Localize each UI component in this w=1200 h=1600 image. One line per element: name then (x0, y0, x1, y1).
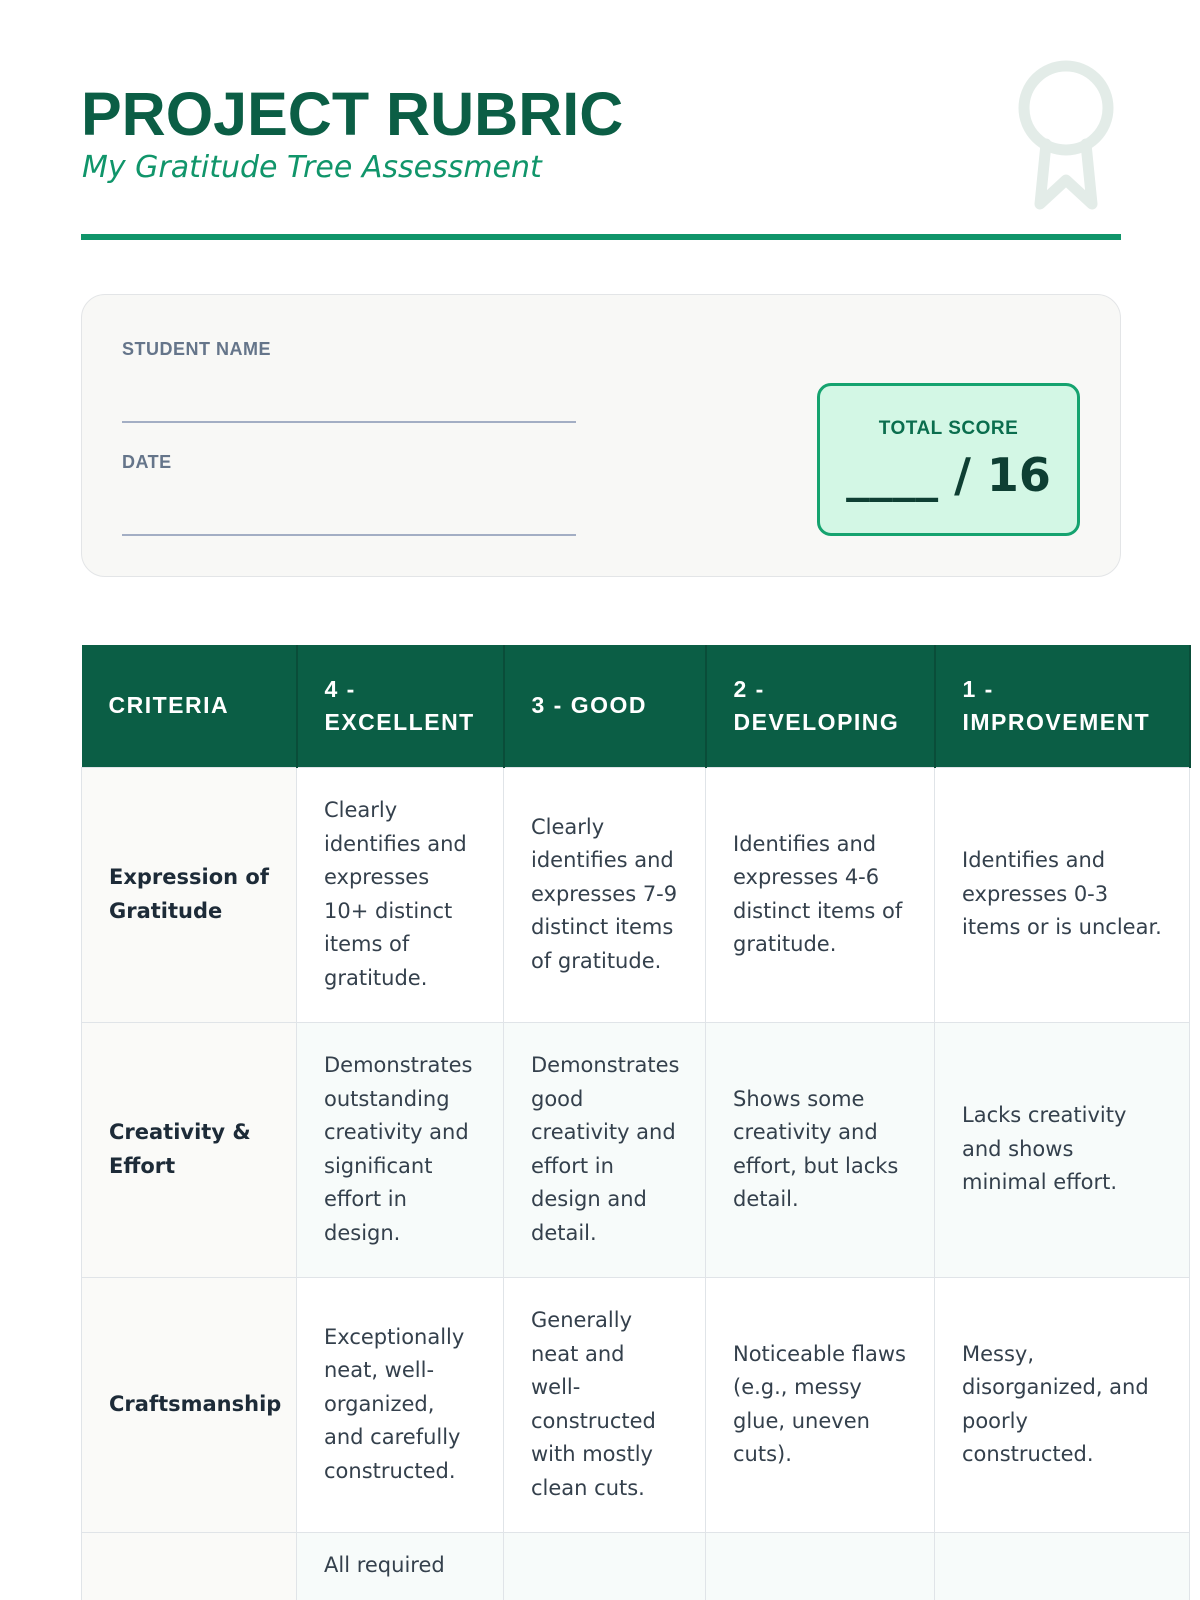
descriptor-cell: Shows some creativity and effort, but lacks detail. (706, 1022, 935, 1277)
descriptor-cell (935, 1532, 1190, 1600)
descriptor-cell: Identifies and expresses 0-3 items or is unclear. (935, 767, 1190, 1022)
header-divider (81, 234, 1121, 240)
descriptor-cell (706, 1532, 935, 1600)
descriptor-cell (504, 1532, 706, 1600)
descriptor-cell: Messy, disorganized, and poorly constructed. (935, 1277, 1190, 1532)
table-row (82, 1532, 1190, 1600)
total-score-label: TOTAL SCORE (878, 418, 1019, 439)
header-criteria: CRITERIA (82, 645, 297, 767)
criteria-cell (82, 1532, 297, 1600)
descriptor-cell: Clearly identifies and expresses 10+ distinct items of gratitude. (297, 767, 504, 1022)
total-score-box (817, 383, 1080, 536)
descriptor-cell: Noticeable flaws (e.g., messy glue, uneven cuts). (706, 1277, 935, 1532)
descriptor-cell: Lacks creativity and shows minimal effort. (935, 1022, 1190, 1277)
descriptor-cell: All required (297, 1532, 504, 1600)
table-row (82, 767, 1190, 1022)
criteria-cell: Craftsmanship (82, 1277, 297, 1532)
student-info-card (81, 294, 1121, 577)
descriptor-cell: Identifies and expresses 4-6 distinct items of gratitude. (706, 767, 935, 1022)
descriptor-cell: Demonstrates good creativity and effort in design and detail. (504, 1022, 706, 1277)
header-good: 3 - GOOD (504, 645, 706, 767)
total-score-value[interactable]: ____ / 16 (846, 448, 1051, 502)
table-row (82, 1277, 1190, 1532)
rubric-header-row (82, 645, 1190, 767)
rubric-table (81, 645, 1191, 1600)
descriptor-cell: Generally neat and well-constructed with mostly clean cuts. (504, 1277, 706, 1532)
page-subtitle: My Gratitude Tree Assessment (82, 150, 542, 185)
header-developing: 2 - DEVELOPING (706, 645, 935, 767)
student-name-label: STUDENT NAME (122, 339, 271, 359)
table-row (82, 1022, 1190, 1277)
award-ribbon-icon (1018, 58, 1118, 210)
page-title: PROJECT RUBRIC (81, 80, 624, 148)
student-name-field[interactable] (122, 421, 576, 423)
header-excellent: 4 - EXCELLENT (297, 645, 504, 767)
descriptor-cell: Clearly identifies and expresses 7-9 distinct items of gratitude. (504, 767, 706, 1022)
date-label: DATE (122, 452, 172, 472)
header-improvement: 1 - IMPROVEMENT (935, 645, 1190, 767)
criteria-cell: Creativity & Effort (82, 1022, 297, 1277)
date-field[interactable] (122, 534, 576, 536)
descriptor-cell: Exceptionally neat, well-organized, and carefully constructed. (297, 1277, 504, 1532)
descriptor-cell: Demonstrates outstanding creativity and significant effort in design. (297, 1022, 504, 1277)
criteria-cell: Expression of Gratitude (82, 767, 297, 1022)
